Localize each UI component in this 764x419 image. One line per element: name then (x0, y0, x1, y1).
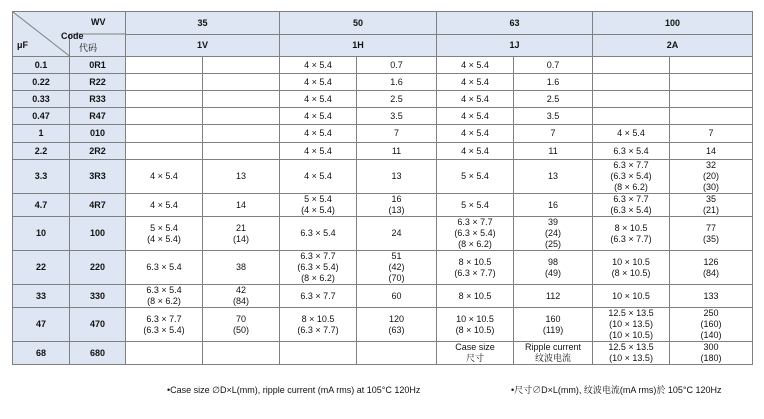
case-size-cell (593, 160, 670, 194)
ripple-current-line: 14 (236, 199, 247, 210)
capacitance-code-cell: R47 (70, 108, 126, 125)
ripple-current-cell (670, 74, 753, 91)
case-size-cell (437, 308, 514, 342)
ripple-current-cell (514, 143, 593, 160)
case-size-cell (126, 108, 203, 125)
case-size-cell (126, 194, 203, 217)
code-1v-header: 1V (126, 35, 280, 57)
ripple-current-line: 纹波电流 (535, 353, 572, 363)
case-size-line: 4 × 5.4 (150, 171, 178, 181)
case-size-line: 4 × 5.4 (461, 145, 489, 156)
ripple-current-line: (14) (233, 233, 250, 244)
case-size-line: 12.5 × 13.5 (608, 342, 654, 352)
case-size-line: (6.3 × 7.7) (297, 324, 339, 335)
capacitance-cell: 3.3 (13, 160, 70, 194)
ripple-current-line: 7 (394, 128, 400, 138)
ripple-current-cell (203, 251, 280, 285)
ripple-current-line: 2.5 (390, 93, 403, 104)
ripple-current-cell (670, 251, 753, 285)
ripple-current-line: (119) (542, 324, 564, 335)
table-row (13, 125, 753, 143)
ripple-current-line: Ripple current (525, 342, 582, 352)
ripple-current-cell (514, 285, 593, 308)
capacitor-spec-sheet (12, 11, 752, 395)
case-size-cell (280, 194, 357, 217)
ripple-current-cell (357, 143, 437, 160)
case-size-line: (4 × 5.4) (147, 233, 181, 244)
ripple-current-cell (357, 194, 437, 217)
wv-63-header: 63 (437, 12, 593, 35)
case-size-cell (593, 91, 670, 108)
table-row (13, 91, 753, 108)
capacitance-cell: 47 (13, 308, 70, 342)
ripple-current-cell (357, 74, 437, 91)
case-size-line: (10 × 10.5) (609, 330, 653, 340)
ripple-current-line: (63) (388, 324, 405, 335)
wv-100-header: 100 (593, 12, 753, 35)
table-row (13, 108, 753, 125)
ripple-current-cell (670, 108, 753, 125)
case-size-line: Case size (455, 342, 495, 352)
ripple-current-cell (203, 342, 280, 365)
ripple-current-line: (140) (700, 330, 722, 340)
case-size-line: (6.3 × 5.4) (610, 205, 652, 215)
ripple-current-line: (84) (233, 296, 250, 306)
table-row (13, 57, 753, 74)
ripple-current-cell (203, 194, 280, 217)
ripple-current-cell (203, 108, 280, 125)
ripple-current-cell (357, 342, 437, 365)
ripple-current-cell (203, 285, 280, 308)
case-size-line: (6.3 × 5.4) (610, 171, 652, 181)
capacitance-code-cell: 330 (70, 285, 126, 308)
case-size-cell (437, 143, 514, 160)
ripple-current-cell (203, 160, 280, 194)
case-size-line: (6.3 × 5.4) (454, 228, 496, 238)
ripple-current-line: 0.7 (546, 59, 560, 70)
ripple-current-line: (50) (233, 324, 250, 335)
ripple-current-line: 250 (703, 308, 719, 318)
case-size-line: 10 × 10.5 (612, 290, 650, 301)
case-size-cell (280, 57, 357, 74)
ripple-current-cell (203, 125, 280, 143)
ripple-current-cell (357, 91, 437, 108)
case-size-line: 5 × 5.4 (150, 222, 178, 233)
case-size-line: 6.3 × 7.7 (457, 217, 493, 227)
case-size-line: (10 × 13.5) (609, 353, 653, 363)
ripple-current-line: (20) (703, 171, 720, 181)
table-row (13, 194, 753, 217)
capacitance-cell: 68 (13, 342, 70, 365)
ripple-current-cell (203, 74, 280, 91)
ripple-current-line: 32 (706, 160, 717, 170)
case-size-line: 4 × 5.4 (304, 93, 332, 104)
footer-note-en: •Case size ∅D×L(mm), ripple current (mA rms) at 105°C 120Hz (167, 385, 421, 395)
case-size-line: (6.3 × 5.4) (297, 262, 339, 272)
case-size-line: (8 × 6.2) (147, 296, 181, 306)
case-size-line: (8 × 10.5) (611, 267, 651, 278)
wv-label: WV (91, 17, 106, 27)
ripple-current-cell (670, 342, 753, 365)
table-row (13, 217, 753, 251)
ripple-current-line: (84) (703, 267, 720, 278)
case-size-cell (593, 194, 670, 217)
ripple-current-line: 160 (545, 313, 561, 324)
ripple-current-line: (160) (700, 319, 722, 329)
capacitance-cell: 1 (13, 125, 70, 143)
ripple-current-cell (514, 57, 593, 74)
case-size-cell (437, 125, 514, 143)
case-size-cell (280, 285, 357, 308)
case-size-cell (280, 217, 357, 251)
capacitance-code-cell: R22 (70, 74, 126, 91)
ripple-current-line: 3.5 (546, 110, 560, 121)
ripple-current-line: 13 (236, 171, 247, 181)
capacitance-code-cell: R33 (70, 91, 126, 108)
capacitance-cell: 22 (13, 251, 70, 285)
ripple-current-cell (514, 160, 593, 194)
ripple-current-line: (180) (700, 353, 722, 363)
case-size-line: (8 × 6.2) (614, 182, 648, 192)
ripple-current-cell (670, 308, 753, 342)
ripple-current-cell (203, 57, 280, 74)
ripple-current-line: 51 (391, 251, 402, 261)
capacitance-cell: 0.33 (13, 91, 70, 108)
ripple-current-line: 38 (236, 262, 247, 272)
ripple-current-cell (203, 143, 280, 160)
ripple-current-line: 2.5 (546, 93, 560, 104)
case-size-line: 6.3 × 7.7 (613, 160, 649, 170)
case-size-line: 8 × 10.5 (458, 290, 492, 301)
ripple-current-cell (670, 285, 753, 308)
case-size-line: 6.3 × 5.4 (146, 262, 182, 272)
capacitance-code-cell: 010 (70, 125, 126, 143)
ripple-current-line: 11 (548, 145, 558, 156)
case-size-line: 4 × 5.4 (617, 128, 645, 138)
case-size-cell (593, 143, 670, 160)
case-size-cell (280, 342, 357, 365)
ripple-current-cell (514, 74, 593, 91)
case-size-cell (593, 308, 670, 342)
case-size-line: 10 × 10.5 (456, 313, 494, 324)
case-size-line: 5 × 5.4 (461, 199, 489, 210)
case-size-line: 4 × 5.4 (304, 110, 332, 121)
table-row (13, 160, 753, 194)
case-size-cell (280, 108, 357, 125)
case-size-line: 4 × 5.4 (461, 93, 489, 104)
code-label-cn: 代码 (79, 43, 98, 53)
ripple-current-line: 70 (236, 313, 247, 324)
capacitance-code-cell: 2R2 (70, 143, 126, 160)
ripple-current-line: 112 (545, 290, 561, 301)
case-size-cell (593, 57, 670, 74)
case-size-line: 6.3 × 7.7 (300, 251, 336, 261)
ripple-current-line: 300 (703, 342, 719, 352)
case-size-line: 12.5 × 13.5 (608, 308, 654, 318)
case-size-line: 5 × 5.4 (461, 171, 489, 181)
ripple-current-line: 133 (703, 290, 719, 301)
ripple-current-line: (35) (703, 233, 720, 244)
case-size-line: 4 × 5.4 (304, 128, 332, 138)
case-size-cell (437, 217, 514, 251)
capacitance-code-cell: 4R7 (70, 194, 126, 217)
ripple-current-line: 35 (706, 194, 717, 204)
case-size-cell (126, 57, 203, 74)
case-size-line: 4 × 5.4 (304, 76, 332, 87)
case-size-cell (280, 91, 357, 108)
ripple-current-line: (30) (703, 182, 720, 192)
unit-label: μF (17, 40, 29, 50)
case-size-cell (126, 160, 203, 194)
case-size-cell (280, 308, 357, 342)
case-size-line: 6.3 × 7.7 (146, 313, 182, 324)
ripple-current-cell (357, 160, 437, 194)
case-size-line: 6.3 × 7.7 (300, 290, 336, 301)
ripple-current-line: 11 (391, 145, 402, 156)
capacitance-code-cell: 3R3 (70, 160, 126, 194)
case-size-cell (126, 91, 203, 108)
ripple-current-line: 13 (391, 171, 402, 181)
ripple-current-line: 7 (550, 128, 556, 138)
capacitance-code-cell: 470 (70, 308, 126, 342)
case-size-line: (6.3 × 5.4) (143, 324, 185, 335)
ripple-current-cell (203, 308, 280, 342)
case-size-line: 6.3 × 5.4 (613, 145, 649, 156)
case-size-cell (593, 125, 670, 143)
case-size-line: 8 × 10.5 (614, 222, 648, 233)
table-row (13, 308, 753, 342)
case-size-cell (437, 194, 514, 217)
case-size-line: 6.3 × 7.7 (613, 194, 649, 204)
ripple-current-cell (670, 91, 753, 108)
case-size-line: 尺寸 (466, 353, 485, 363)
capacitance-code-cell: 220 (70, 251, 126, 285)
case-size-line: 10 × 10.5 (612, 256, 650, 267)
case-size-cell (126, 342, 203, 365)
ripple-current-line: (13) (388, 205, 405, 215)
ripple-current-line: 16 (391, 194, 402, 204)
case-size-line: (6.3 × 7.7) (610, 233, 652, 244)
capacitance-cell: 33 (13, 285, 70, 308)
code-1h-header: 1H (280, 35, 437, 57)
ripple-current-line: (70) (388, 273, 405, 283)
table-row (13, 143, 753, 160)
case-size-cell (280, 125, 357, 143)
case-size-cell (437, 91, 514, 108)
case-size-line: 4 × 5.4 (304, 59, 332, 70)
wv-50-header: 50 (280, 12, 437, 35)
case-size-line: 4 × 5.4 (461, 59, 489, 70)
case-size-cell (593, 251, 670, 285)
case-size-line: 6.3 × 5.4 (300, 228, 336, 238)
ripple-current-cell (357, 57, 437, 74)
ripple-current-line: 16 (548, 199, 559, 210)
case-size-line: 4 × 5.4 (461, 110, 489, 121)
case-size-line: 5 × 5.4 (304, 194, 332, 204)
ripple-current-line: 1.6 (546, 76, 560, 87)
case-size-line: (8 × 6.2) (301, 273, 335, 283)
capacitance-cell: 0.1 (13, 57, 70, 74)
code-2a-header: 2A (593, 35, 753, 57)
header-corner (13, 12, 126, 57)
case-size-cell (593, 217, 670, 251)
ripple-current-line: (24) (545, 228, 562, 238)
case-size-line: (8 × 10.5) (455, 324, 495, 335)
footer-note-cn: •尺寸∅D×L(mm), 纹波电流(mA rms)於 105°C 120Hz (511, 385, 722, 395)
ripple-current-line: 24 (391, 228, 402, 238)
case-size-cell (126, 308, 203, 342)
case-size-line: 6.3 × 5.4 (146, 285, 182, 295)
ripple-current-cell (670, 194, 753, 217)
ripple-current-line: 77 (706, 222, 717, 233)
case-size-line: 4 × 5.4 (461, 128, 489, 138)
capacitance-code-cell: 100 (70, 217, 126, 251)
case-size-cell (593, 342, 670, 365)
code-1j-header: 1J (437, 35, 593, 57)
ripple-current-line: 3.5 (390, 110, 403, 121)
ripple-current-cell (357, 251, 437, 285)
case-size-line: (8 × 6.2) (458, 239, 492, 249)
case-size-cell (437, 342, 514, 365)
ripple-current-cell (670, 217, 753, 251)
ripple-current-cell (357, 217, 437, 251)
case-size-line: 4 × 5.4 (461, 76, 489, 87)
ripple-current-line: 60 (391, 290, 402, 301)
case-size-cell (593, 108, 670, 125)
case-size-cell (126, 217, 203, 251)
case-size-line: 4 × 5.4 (304, 145, 332, 156)
ripple-current-line: 13 (548, 171, 559, 181)
ripple-current-cell (357, 125, 437, 143)
ripple-current-cell (514, 125, 593, 143)
ripple-current-line: 1.6 (390, 76, 403, 87)
table-row (13, 342, 753, 365)
ripple-current-cell (514, 91, 593, 108)
ripple-current-line: 7 (708, 128, 714, 138)
ripple-current-cell (670, 57, 753, 74)
ripple-current-cell (670, 160, 753, 194)
case-size-cell (437, 251, 514, 285)
case-size-cell (126, 74, 203, 91)
case-size-cell (280, 74, 357, 91)
ripple-current-line: 14 (706, 145, 717, 156)
ripple-current-cell (357, 108, 437, 125)
ripple-current-cell (514, 194, 593, 217)
case-size-line: 8 × 10.5 (458, 256, 492, 267)
ripple-current-cell (514, 308, 593, 342)
spec-table (12, 11, 753, 365)
ripple-current-cell (203, 91, 280, 108)
case-size-line: 4 × 5.4 (150, 199, 178, 210)
capacitance-cell: 2.2 (13, 143, 70, 160)
ripple-current-line: 39 (548, 217, 559, 227)
case-size-line: 8 × 10.5 (301, 313, 335, 324)
table-row (13, 285, 753, 308)
ripple-current-cell (514, 217, 593, 251)
ripple-current-line: 98 (548, 256, 559, 267)
case-size-cell (437, 74, 514, 91)
ripple-current-cell (670, 143, 753, 160)
capacitance-code-cell: 680 (70, 342, 126, 365)
case-size-cell (437, 108, 514, 125)
wv-35-header: 35 (126, 12, 280, 35)
ripple-current-line: (21) (703, 205, 720, 215)
capacitance-cell: 0.22 (13, 74, 70, 91)
ripple-current-line: 42 (236, 285, 247, 295)
capacitance-cell: 0.47 (13, 108, 70, 125)
case-size-line: (6.3 × 7.7) (454, 267, 496, 278)
ripple-current-cell (514, 342, 593, 365)
table-row (13, 74, 753, 91)
case-size-cell (437, 160, 514, 194)
ripple-current-cell (514, 251, 593, 285)
case-size-cell (126, 285, 203, 308)
case-size-cell (280, 143, 357, 160)
ripple-current-cell (670, 125, 753, 143)
case-size-cell (280, 251, 357, 285)
table-row (13, 251, 753, 285)
ripple-current-line: 126 (703, 256, 719, 267)
ripple-current-line: (42) (388, 262, 405, 272)
ripple-current-cell (357, 308, 437, 342)
ripple-current-line: (49) (545, 267, 562, 278)
ripple-current-line: 21 (236, 222, 247, 233)
case-size-cell (593, 74, 670, 91)
capacitance-cell: 10 (13, 217, 70, 251)
capacitance-cell: 4.7 (13, 194, 70, 217)
case-size-cell (126, 251, 203, 285)
ripple-current-cell (514, 108, 593, 125)
case-size-line: (10 × 13.5) (609, 319, 653, 329)
ripple-current-line: 0.7 (390, 59, 403, 70)
case-size-cell (437, 57, 514, 74)
code-label: Code (61, 31, 84, 41)
case-size-cell (437, 285, 514, 308)
case-size-cell (280, 160, 357, 194)
ripple-current-line: 120 (389, 313, 405, 324)
case-size-line: 4 × 5.4 (304, 171, 332, 181)
case-size-cell (126, 125, 203, 143)
case-size-cell (126, 143, 203, 160)
case-size-cell (593, 285, 670, 308)
ripple-current-cell (357, 285, 437, 308)
capacitance-code-cell: 0R1 (70, 57, 126, 74)
case-size-line: (4 × 5.4) (301, 205, 335, 215)
ripple-current-cell (203, 217, 280, 251)
ripple-current-line: (25) (545, 239, 562, 249)
